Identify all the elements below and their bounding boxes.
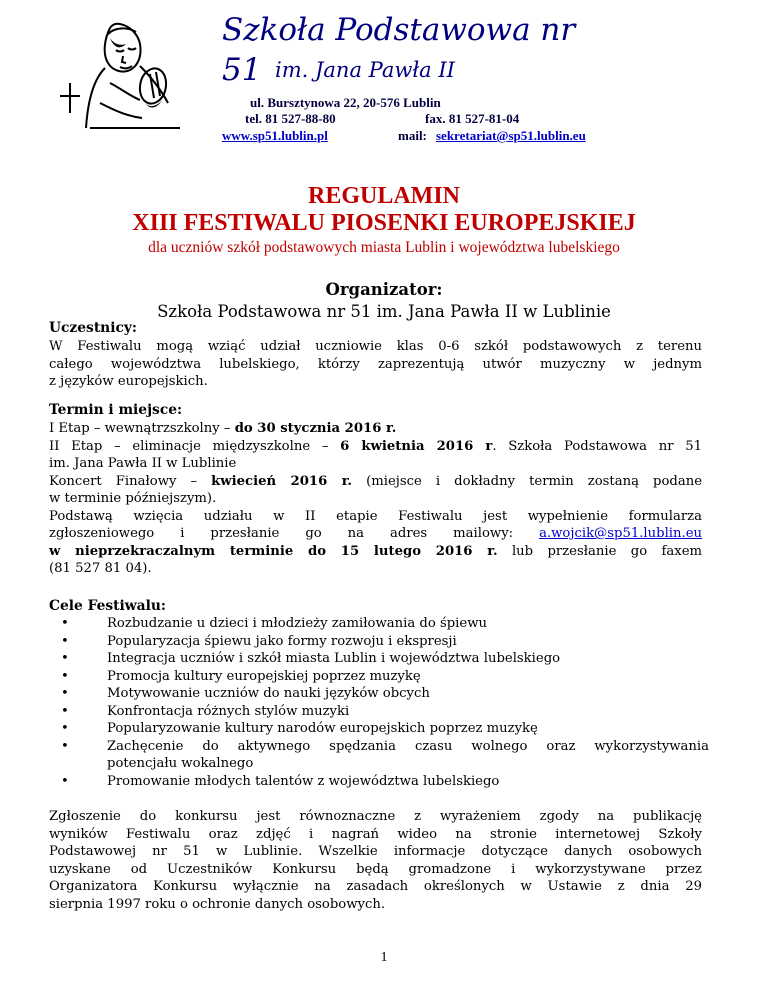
- list-item: [49, 738, 709, 773]
- list-item: [49, 633, 709, 651]
- goal-text: Rozbudzanie u dzieci i młodzieży zamiłowania do śpiewu: [107, 616, 487, 631]
- stage1-date: do 30 stycznia 2016 r.: [234, 421, 397, 436]
- list-item: [49, 773, 709, 791]
- goal-text: Popularyzowanie kultury narodów europejskich poprzez muzykę: [107, 721, 538, 736]
- basis-line1: Podstawą wzięcia udziału w II etapie Festiwalu jest wypełnienie formularza: [49, 508, 702, 524]
- list-item: [49, 615, 709, 633]
- fax: fax. 81 527-81-04: [425, 111, 520, 126]
- document-title: REGULAMIN: [307, 183, 460, 209]
- bullet-icon: •: [61, 703, 69, 719]
- mail-label: mail:: [398, 128, 427, 143]
- goal-text: Motywowanie uczniów do nauki języków obcych: [107, 686, 430, 701]
- list-item: [49, 685, 709, 703]
- bullet-icon: •: [61, 616, 69, 631]
- deadline-date: w nieprzekraczalnym terminie do 15 lutego 2016 r.: [49, 543, 498, 559]
- text-line: W Festiwalu mogą wziąć udział uczniowie klas 0-6 szkół podstawowych z terenu: [49, 339, 702, 354]
- bullet-icon: •: [61, 651, 69, 666]
- basis-line2: [49, 525, 702, 543]
- stage2-label: II Etap – eliminacje międzyszkolne –: [49, 438, 341, 454]
- stage2-line: [49, 438, 702, 456]
- text-line: Organizatora Konkursu wyłącznie na zasadach określonych w Ustawie z dnia 29: [49, 879, 702, 894]
- text-line: wyników Festiwalu oraz zdjęć i nagrań wideo na stronie internetowej Szkoły: [49, 826, 702, 842]
- stage2-rest: . Szkoła Podstawowa nr 51: [492, 438, 702, 454]
- school-patron: im. Jana Pawła II: [275, 58, 455, 82]
- participants-text: [49, 338, 702, 391]
- final-rest: (miejsce i dokładny termin zostaną podane: [352, 473, 702, 489]
- festival-title: XIII FESTIWALU PIOSENKI EUROPEJSKIEJ: [132, 210, 636, 236]
- stage1-line: [49, 420, 702, 438]
- bullet-icon: •: [61, 668, 69, 684]
- goal-text: Promocja kultury europejskiej poprzez muzykę: [107, 668, 421, 684]
- organizer-heading: Organizator:: [325, 280, 443, 299]
- consent-paragraph: [49, 808, 702, 913]
- website-link[interactable]: www.sp51.lublin.pl: [222, 128, 328, 143]
- list-item: [49, 668, 709, 686]
- text-line: Zgłoszenie do konkursu jest równoznaczne z wyrażeniem zgody na publikację: [49, 809, 702, 824]
- participants-heading: Uczestnicy:: [49, 320, 137, 336]
- bullet-icon: •: [61, 721, 69, 736]
- stage1-label: I Etap – wewnątrzszkolny –: [49, 421, 235, 436]
- organizer-name: Szkoła Podstawowa nr 51 im. Jana Pawła II w Lublinie: [157, 302, 611, 321]
- final-line2: w terminie późniejszym).: [49, 491, 217, 506]
- goal-text: Integracja uczniów i szkół miasta Lublin i województwa lubelskiego: [107, 651, 561, 666]
- school-name: Szkoła Podstawowa nr 51: [222, 12, 576, 88]
- basis-label: zgłoszeniowego i przesłanie go na adres mailowy:: [49, 526, 540, 541]
- stage2-date: 6 kwietnia 2016 r: [340, 438, 493, 454]
- page-number: 1: [380, 950, 388, 965]
- list-item: [49, 703, 709, 721]
- goal-text-continued: potencjału wokalnego: [107, 756, 254, 771]
- bullet-icon: •: [61, 738, 69, 754]
- goal-text: Konfrontacja różnych stylów muzyki: [107, 703, 350, 719]
- fax-line: (81 527 81 04).: [49, 561, 152, 576]
- bullet-icon: •: [61, 773, 69, 789]
- goals-list: [49, 615, 709, 790]
- list-item: [49, 650, 709, 668]
- document-subtitle: dla uczniów szkół podstawowych miasta Lublin i województwa lubelskiego: [148, 239, 620, 256]
- text-line: uzyskane od Uczestników Konkursu będą gromadzone i wykorzystywane przez: [49, 861, 702, 877]
- goal-text: Promowanie młodych talentów z województwa lubelskiego: [107, 773, 500, 789]
- schedule-heading: Termin i miejsce:: [49, 402, 183, 418]
- text-line: z języków europejskich.: [49, 374, 208, 389]
- list-item: [49, 720, 709, 738]
- school-logo-image: [50, 8, 200, 133]
- bullet-icon: •: [61, 686, 69, 701]
- submission-email-link[interactable]: a.wojcik@sp51.lublin.eu: [539, 526, 702, 541]
- final-line: [49, 473, 702, 491]
- text-line: Podstawowej nr 51 w Lublinie. Wszelkie informacje dotyczące danych osobowych: [49, 844, 702, 859]
- final-date: kwiecień 2016 r.: [211, 473, 353, 489]
- email-link[interactable]: sekretariat@sp51.lublin.eu: [436, 128, 586, 143]
- goal-text: Zachęcenie do aktywnego spędzania czasu wolnego oraz wykorzystywania: [107, 738, 709, 754]
- bullet-icon: •: [61, 633, 69, 649]
- text-line: sierpnia 1997 roku o ochronie danych osobowych.: [49, 896, 386, 912]
- goal-text: Popularyzacja śpiewu jako formy rozwoju i ekspresji: [107, 633, 457, 649]
- goals-heading: Cele Festiwalu:: [49, 598, 166, 614]
- deadline-line: [49, 543, 702, 561]
- phone: tel. 81 527-88-80: [245, 111, 336, 126]
- deadline-rest: lub przesłanie go faxem: [497, 543, 703, 559]
- final-label: Koncert Finałowy –: [49, 473, 212, 489]
- schedule-text: [49, 420, 702, 578]
- address: ul. Bursztynowa 22, 20-576 Lublin: [250, 95, 441, 110]
- text-line: całego województwa lubelskiego, którzy zaprezentują utwór muzyczny w jednym: [49, 356, 702, 372]
- stage2-line2: im. Jana Pawła II w Lublinie: [49, 456, 237, 471]
